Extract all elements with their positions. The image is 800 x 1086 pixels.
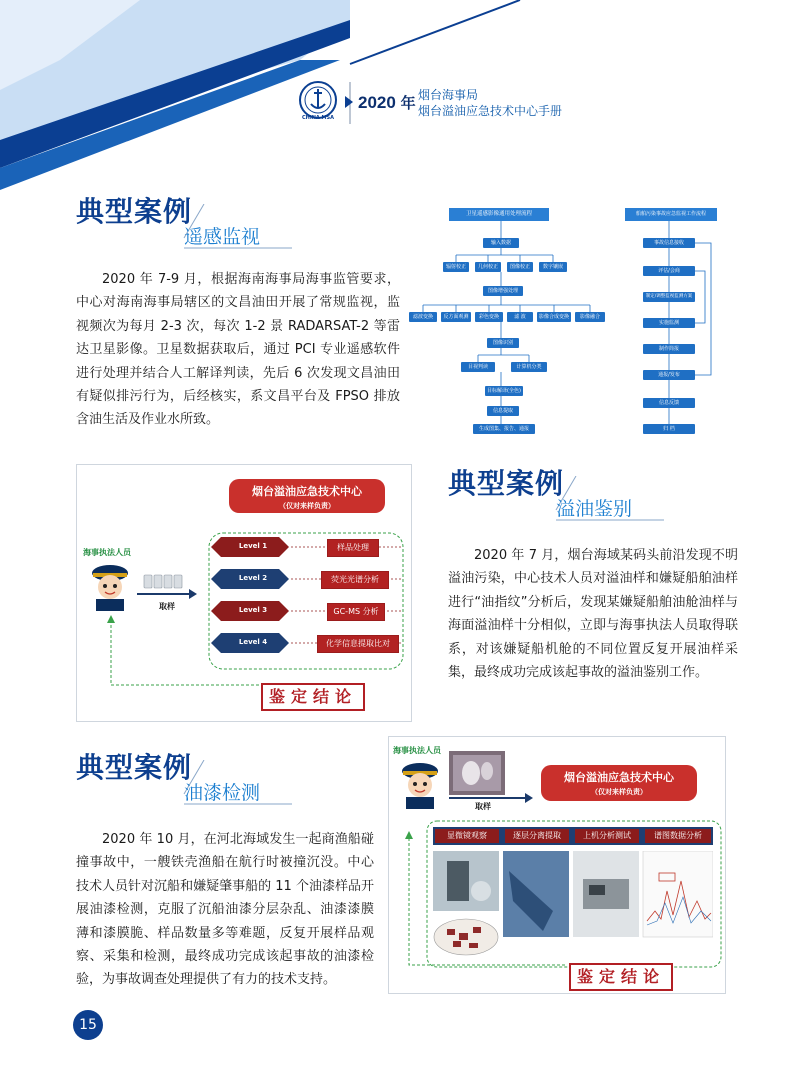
flowchart-b-step: 评估/会商 bbox=[643, 266, 695, 276]
flowchart-a-step: 几何校正 bbox=[475, 262, 501, 272]
officer-label: 海事执法人员 bbox=[393, 746, 441, 755]
paint-step: 显微镜观察 bbox=[435, 829, 499, 843]
header-org-line1: 烟台海事局 bbox=[418, 88, 479, 102]
flowchart-b-title: 船舶污染事故应急监视工作流程 bbox=[625, 208, 717, 221]
flowchart-a-connectors bbox=[405, 208, 613, 440]
officer-label: 海事执法人员 bbox=[83, 548, 131, 557]
flowchart-b-step: 通报/发布 bbox=[643, 370, 695, 380]
level-label: Level 2 bbox=[238, 574, 268, 582]
flowchart-a-step: 辐射校正 bbox=[443, 262, 469, 272]
section2-subtitle: 溢油鉴别 bbox=[556, 498, 633, 520]
oil-identification-diagram bbox=[76, 464, 412, 722]
sampling-arrow-icon bbox=[137, 589, 197, 599]
page-number: 15 bbox=[73, 1010, 103, 1040]
paint-testing-diagram bbox=[388, 736, 726, 994]
flowchart-emergency-monitoring bbox=[625, 208, 720, 440]
flowchart-a-output: 生成图集、报告、通报 bbox=[473, 424, 535, 434]
header-org-line2: 烟台溢油应急技术中心手册 bbox=[418, 104, 563, 118]
flowchart-b-connectors bbox=[625, 208, 720, 440]
sampling-label: 取样 bbox=[159, 602, 175, 611]
flowchart-a-step: 计算机分类 bbox=[511, 362, 547, 372]
section3-subtitle: 油漆检测 bbox=[184, 782, 261, 804]
flowchart-a-step: 彩色变换 bbox=[475, 312, 503, 322]
flowchart-a-recog: 图像识别 bbox=[487, 338, 519, 348]
analysis-result: GC-MS 分析 bbox=[327, 603, 385, 621]
section1-title: 典型案例 bbox=[76, 195, 193, 228]
flowchart-b-step: 实施监测 bbox=[643, 318, 695, 328]
section2-paragraph: 2020 年 7 月，烟台海域某码头前沿发现不明溢油污染，中心技术人员对溢油样和嫌疑船舶油样进行“油指纹”分析后，发现某嫌疑船舶油舱油样与海面溢油样十分相似，立即与海事执法人员取得联系，对该嫌疑船机舱的不同位置反复开展油样采集，最终成功完成该起事故的溢油鉴别工作。 bbox=[448, 548, 738, 681]
sample-bottles-icon bbox=[143, 571, 187, 589]
sampling-arrow-icon bbox=[449, 793, 533, 803]
flowchart-a-step: 滤 波 bbox=[507, 312, 533, 322]
officer-avatar-icon bbox=[87, 561, 133, 611]
section3-title: 典型案例 bbox=[76, 751, 193, 784]
flowchart-a-title: 卫星遥感影像通用处理流程 bbox=[449, 208, 549, 221]
flowchart-a-step: 影像合成变换 bbox=[538, 314, 569, 320]
logo-caption: CHINA MSA bbox=[302, 115, 334, 121]
flowchart-b-step: 事故信息接收 bbox=[643, 238, 695, 248]
verdict-box: 鉴定结论 bbox=[261, 683, 365, 711]
analysis-result: 化学信息提取比对 bbox=[317, 635, 399, 653]
flowchart-a-input: 输入数据 bbox=[483, 238, 519, 248]
flowchart-a-step: 图像校正 bbox=[507, 262, 533, 272]
flowchart-a-step: 数字镶嵌 bbox=[539, 262, 567, 272]
verdict-box: 鉴定结论 bbox=[569, 963, 673, 991]
level-label: Level 1 bbox=[238, 542, 268, 550]
flowchart-a-extract: 信息提取 bbox=[487, 406, 519, 416]
paint-step: 上机分析测试 bbox=[575, 829, 639, 843]
analysis-result: 荧光光谱分析 bbox=[321, 571, 389, 589]
sampling-photo bbox=[449, 751, 505, 795]
paint-step: 逐层分离提取 bbox=[505, 829, 569, 843]
flowchart-a-interp: 目标解译(全色) bbox=[485, 386, 523, 396]
header-arrow-icon bbox=[345, 96, 355, 108]
center-title-box: 烟台溢油应急技术中心 （仅对来样负责） bbox=[229, 479, 385, 513]
flowchart-b-step: 信息反馈 bbox=[643, 398, 695, 408]
flowchart-b-step: 归 档 bbox=[643, 424, 695, 434]
section2-title: 典型案例 bbox=[448, 467, 565, 500]
flowchart-a-step: 影像融合 bbox=[575, 312, 605, 322]
center-title-box: 烟台溢油应急技术中心 （仅对来样负责） bbox=[541, 765, 697, 801]
flowchart-a-step: 滤波变换 bbox=[409, 312, 437, 322]
feedback-arrow bbox=[107, 615, 267, 699]
section3-paragraph: 2020 年 10 月，在河北海域发生一起商渔船碰撞事故中，一艘铁壳渔船在航行时被撞沉没。中心技术人员针对沉船和嫌疑肇事船的 11 个油漆样品开展油漆检测，克服了沉船油漆分层杂乱、油漆漆膜薄和漆膜脆、样品数量多等难题，反复开展样品观察、采集和检测，最终成功完成该起事故的油漆检验，为事故调查处理提供了有力的技术支持。 bbox=[76, 832, 374, 988]
level-label: Level 4 bbox=[238, 638, 268, 646]
header-year: 2020 年 bbox=[358, 93, 416, 112]
section1-subtitle: 遥感监视 bbox=[184, 226, 261, 248]
subtitle-underline bbox=[556, 518, 666, 522]
flowchart-satellite-processing bbox=[405, 208, 613, 440]
flowchart-b-step: 制定/调整监视监测方案 bbox=[643, 292, 695, 302]
flowchart-a-step: 目视判读 bbox=[461, 362, 495, 372]
paint-step: 谱图数据分析 bbox=[645, 829, 711, 843]
section1-paragraph: 2020 年 7-9 月，根据海南海事局海事监管要求，中心对海南海事局辖区的文昌油田开展了常规监视，监视频次为每月 2-3 次，每次 1-2 景 RADARSAT-2 等雷达卫星影像。卫星数据获取后，通过 PCI 专业遥感软件进行处理并结合人工解译判读，先后 6 次发现文昌油田有疑似排污行为，后经核实，系文昌平台及 FPSO 排放含油生活及作业水所致。 bbox=[76, 272, 400, 428]
feedback-arrow bbox=[403, 831, 573, 975]
level-label: Level 3 bbox=[238, 606, 268, 614]
flowchart-b-step: 制作简报 bbox=[643, 344, 695, 354]
subtitle-underline bbox=[184, 246, 294, 250]
analysis-result: 样品处理 bbox=[327, 539, 379, 557]
officer-avatar-icon bbox=[397, 759, 443, 809]
flowchart-a-step: 反方面观测 bbox=[441, 312, 471, 322]
subtitle-underline bbox=[184, 802, 294, 806]
flowchart-a-enhance: 图像增强处理 bbox=[483, 286, 523, 296]
sampling-label: 取样 bbox=[475, 802, 491, 811]
